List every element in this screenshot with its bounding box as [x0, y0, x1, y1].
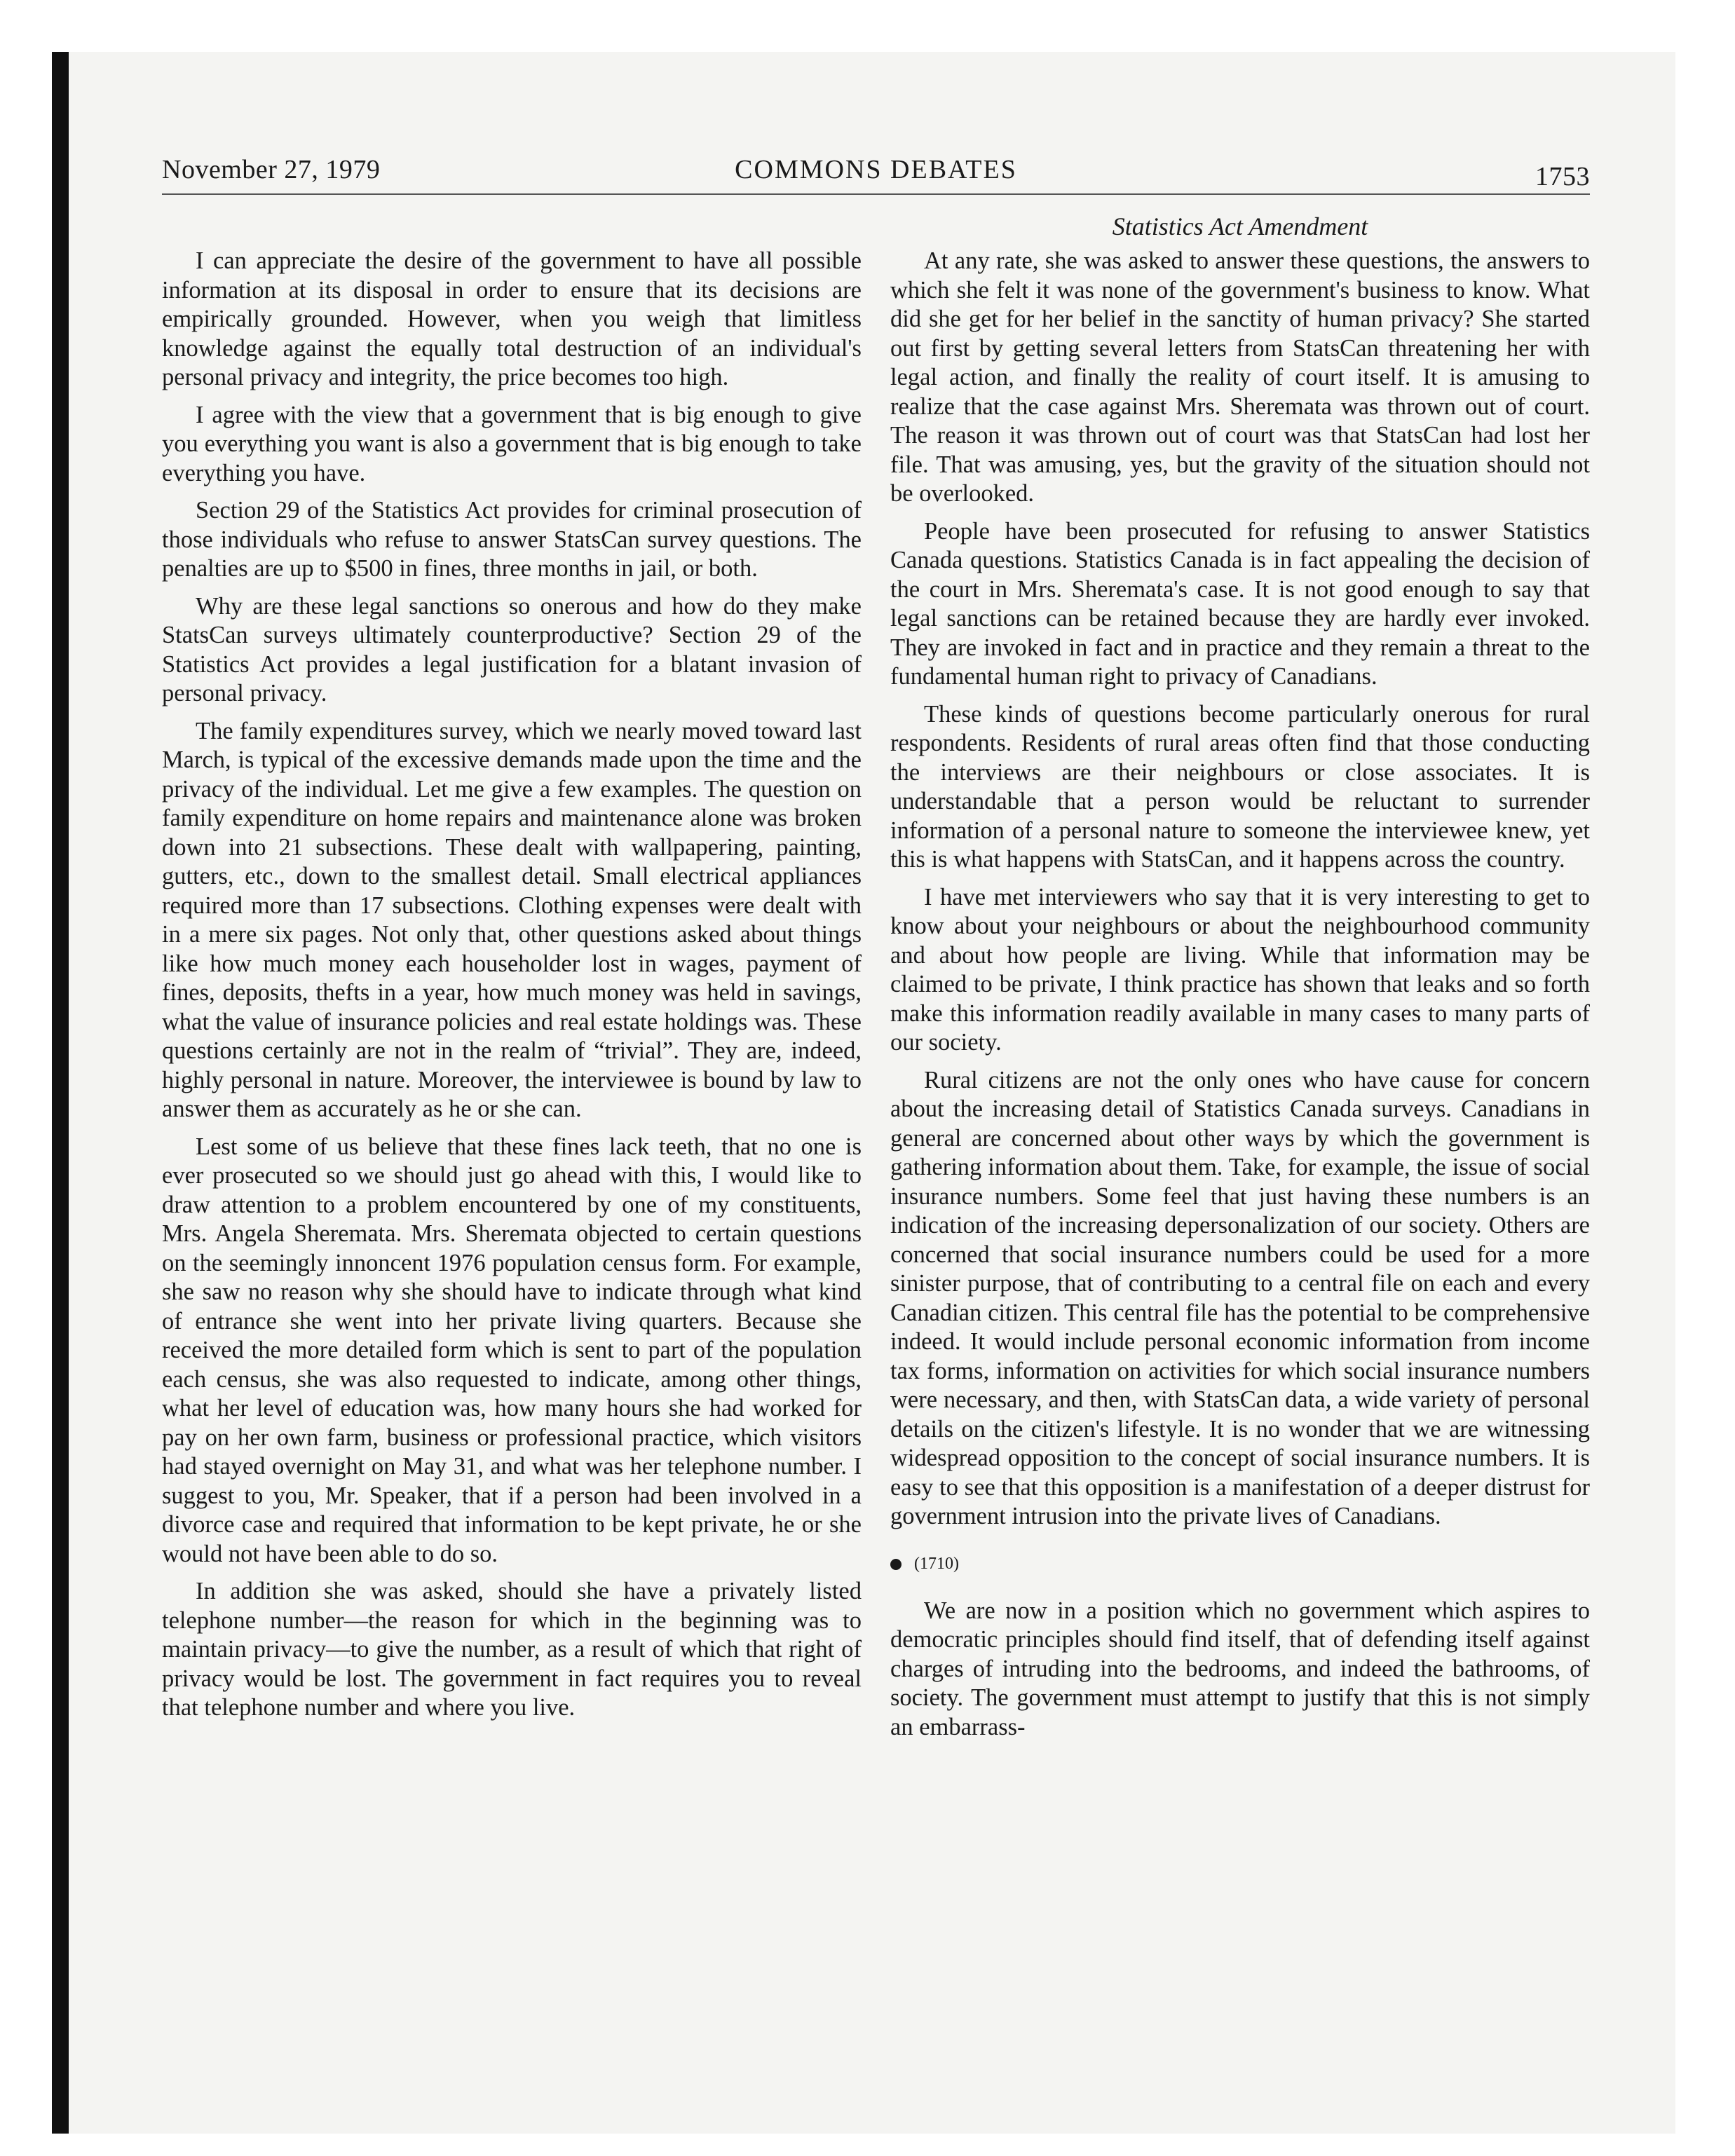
scan-edge [52, 52, 69, 2134]
paragraph: I can appreciate the desire of the government to have all possible information at its disposal in order to ensure that its decisions are empirically grounded. However, when you weigh that limitless knowledge against the equally total destruction of an individual's personal privacy and integrity, the price becomes too high. [162, 247, 862, 390]
paragraph: In addition she was asked, should she have a privately listed telephone number—the reason for which in the beginning was to maintain privacy—to give the number, as a result of which that right of privacy would be lost. The government in fact requires you to reveal that telephone number and where you live. [162, 1578, 862, 1721]
paragraph: Lest some of us believe that these fines lack teeth, that no one is ever prosecuted so we should just go ahead with this, I would like to draw attention to a problem encountered by one of my constituents, Mrs. Angela Sheremata. Mrs. Sheremata objected to certain questions on the seemingly innoncent 1976 population census form. For example, she saw no reason why she should have to indicate through what kind of entrance she went into her private living quarters. Because she received the more detailed form which is sent to part of the population each census, she was also requested to indicate, among other things, what her level of education was, how many hours she had worked for pay on her own farm, business or professional practice, which visitors had stayed overnight on May 31, and what was her telephone number. I suggest to you, Mr. Speaker, that if a person had been involved in a divorce case and required that information to be kept private, he or she would not have been able to do so. [162, 1133, 862, 1567]
paragraph: I agree with the view that a government that is big enough to give you everything you want is also a government that is big enough to take everything you have. [162, 401, 862, 486]
paragraph: These kinds of questions become particularly onerous for rural respondents. Residents of rural areas often find that those conducting the interviews are their neighbours or close associates. It is understandable that a person would be reluctant to surrender information of a personal nature to someone the interviewee knew, yet this is what happens with StatsCan, and it happens across the country. [890, 700, 1590, 873]
time-marker-label: (1710) [914, 1554, 959, 1573]
paragraph: At any rate, she was asked to answer these questions, the answers to which she felt it was none of the government's business to know. What did she get for her belief in the sanctity of human privacy? She started out first by getting several letters from StatsCan threatening her with legal action, and finally the reality of court itself. It is amusing to realize that the case against Mrs. Sheremata was thrown out of court. The reason it was thrown out of court was that StatsCan had lost her file. That was amusing, yes, but the gravity of the situation should not be overlooked. [890, 247, 1590, 507]
paragraph: Section 29 of the Statistics Act provides for criminal prosecution of those individuals who refuse to answer StatsCan survey questions. The penalties are up to $500 in fines, three months in jail, or both. [162, 497, 862, 582]
left-column [162, 247, 862, 1731]
page-header [162, 154, 1590, 195]
header-date: November 27, 1979 [162, 155, 381, 184]
paragraph: I have met interviewers who say that it is very interesting to get to know about your neighbours or about the neighbourhood community and about how people are living. While that information may be claimed to be private, I think practice has shown that leaks and so forth make this information readily available in many cases to many parts of our society. [890, 883, 1590, 1056]
time-marker [890, 1550, 1590, 1578]
right-column [890, 247, 1590, 1750]
paragraph: Rural citizens are not the only ones who have cause for concern about the increasing detail of Statistics Canada surveys. Canadians in general are concerned about other ways by which the government is gathering information about them. Take, for example, the issue of social insurance numbers. Some feel that just having these numbers is an indication of the increasing depersonalization of our society. Others are concerned that social insurance numbers could be used for a more sinister purpose, that of contributing to a central file on each and every Canadian citizen. This central file has the potential to be comprehensive indeed. It would include personal economic information from income tax forms, information on activities for which social insurance numbers were necessary, and then, with StatsCan data, a wide variety of personal details on the citizen's lifestyle. It is no wonder that we are witnessing widespread opposition to the concept of social insurance numbers. It is easy to see that this opposition is a manifestation of a deeper distrust for government intrusion into the private lives of Canadians. [890, 1066, 1590, 1529]
page-number: 1753 [1535, 162, 1590, 191]
paragraph: Why are these legal sanctions so onerous and how do they make StatsCan surveys ultimately counterproductive? Section 29 of the Statistics Act provides a legal justification for a blatant invasion of personal privacy. [162, 592, 862, 707]
header-publication: COMMONS DEBATES [735, 155, 1017, 184]
paragraph: We are now in a position which no government which aspires to democratic principles should find itself, that of defending itself against charges of intruding into the bedrooms, and indeed the bathrooms, of society. The government must attempt to justify that this is not simply an embarrass- [890, 1597, 1590, 1740]
running-head: Statistics Act Amendment [1112, 212, 1368, 240]
paragraph: The family expenditures survey, which we nearly moved toward last March, is typical of the excessive demands made upon the time and the privacy of the individual. Let me give a few examples. The question on family expenditure on home repairs and maintenance alone was broken down into 21 subsections. These dealt with wallpapering, painting, gutters, etc., down to the smallest detail. Small electrical appliances required more than 17 subsections. Clothing expenses were dealt with in a mere six pages. Not only that, other questions asked about things like how much money each householder lost in wages, payment of fines, deposits, thefts in a year, how much money was held in savings, what the value of insurance policies and real estate holdings was. These questions certainly are not in the realm of “trivial”. They are, indeed, highly personal in nature. Moreover, the interviewee is bound by law to answer them as accurately as he or she can. [162, 717, 862, 1122]
bullet-icon [890, 1559, 901, 1570]
paragraph: People have been prosecuted for refusing to answer Statistics Canada questions. Statistics Canada is in fact appealing the decision of the court in Mrs. Sheremata's case. It is not good enough to say that legal sanctions can be retained because they are hardly ever invoked. They are invoked in fact and in practice and they remain a threat to the fundamental human right to privacy of Canadians. [890, 517, 1590, 690]
